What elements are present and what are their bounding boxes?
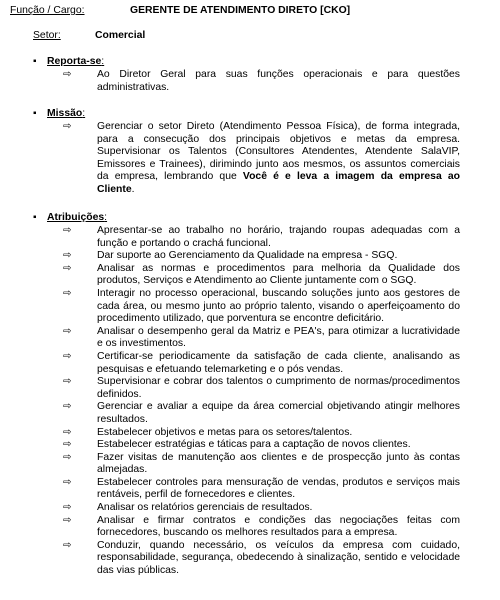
list-item bbox=[0, 540, 460, 578]
mission-end: . bbox=[131, 183, 135, 195]
list-item-text: Supervisionar e cobrar dos talentos o cumprimento de normas/procedimentos definidos. bbox=[97, 376, 460, 400]
arrow-right-icon: ⇨ bbox=[63, 350, 72, 362]
arrow-right-icon: ⇨ bbox=[63, 401, 72, 413]
list-item bbox=[0, 401, 460, 426]
list-item-text: Estabelecer controles para mensuração de vendas, produtos e serviços mais rentáveis, perfil de fornecedores e clientes. bbox=[97, 476, 460, 501]
atribuicoes-items bbox=[0, 225, 500, 578]
arrow-right-icon: ⇨ bbox=[63, 514, 72, 526]
list-item-text: Estabelecer estratégias e táticas para a captação de novos clientes. bbox=[97, 439, 411, 451]
list-item bbox=[0, 121, 460, 197]
reporta-items bbox=[0, 69, 500, 94]
arrow-right-icon: ⇨ bbox=[63, 287, 72, 299]
list-item bbox=[0, 439, 460, 452]
arrow-right-icon: ⇨ bbox=[63, 451, 72, 463]
section-title: Atribuições: bbox=[47, 212, 108, 223]
list-item-text: Ao Diretor Geral para suas funções operacionais e para questões administrativas. bbox=[97, 69, 460, 93]
list-item-text: Fazer visitas de manutenção aos clientes e de prospecção junto às contas almejadas. bbox=[97, 451, 460, 476]
list-item-text: Conduzir, quando necessário, os veículos da empresa com cuidado, responsabilidade, segurança, obedecendo à sinalização, sentido e velocidade das vias públicas. bbox=[97, 539, 460, 577]
arrow-right-icon: ⇨ bbox=[63, 250, 72, 262]
list-item-text: Analisar o desempenho geral da Matriz e PEA's, para otimizar a lucratividade e os investimentos. bbox=[97, 325, 460, 350]
list-item bbox=[0, 376, 460, 401]
arrow-right-icon: ⇨ bbox=[63, 69, 72, 80]
list-item bbox=[0, 427, 460, 440]
section-title: Missão: bbox=[47, 108, 86, 119]
list-item-text: Analisar os relatórios gerenciais de resultados. bbox=[97, 502, 313, 514]
arrow-right-icon: ⇨ bbox=[63, 439, 72, 451]
arrow-right-icon: ⇨ bbox=[63, 262, 72, 274]
arrow-right-icon: ⇨ bbox=[63, 225, 72, 236]
list-item bbox=[0, 515, 460, 540]
arrow-right-icon: ⇨ bbox=[63, 121, 72, 132]
list-item bbox=[0, 452, 460, 477]
list-item-text: Dar suporte ao Gerenciamento da Qualidade na empresa - SGQ. bbox=[97, 250, 398, 262]
mission-highlight: Você é e leva a imagem da empresa ao Cliente bbox=[97, 171, 460, 195]
function-value: GERENTE DE ATENDIMENTO DIRETO [CKO] bbox=[130, 5, 351, 16]
square-bullet-icon: ▪ bbox=[33, 108, 37, 119]
square-bullet-icon: ▪ bbox=[33, 212, 37, 223]
list-item bbox=[0, 326, 460, 351]
arrow-right-icon: ⇨ bbox=[63, 376, 72, 388]
list-item-text: Estabelecer objetivos e metas para os setores/talentos. bbox=[97, 426, 353, 438]
list-item-text: Analisar as normas e procedimentos para melhoria da Qualidade dos produtos, Serviços e Atendimento ao Cliente juntamente com o SGQ. bbox=[97, 262, 460, 287]
list-item bbox=[0, 250, 460, 263]
arrow-right-icon: ⇨ bbox=[63, 325, 72, 337]
arrow-right-icon: ⇨ bbox=[63, 426, 72, 438]
square-bullet-icon: ▪ bbox=[33, 56, 37, 67]
list-item bbox=[0, 502, 460, 515]
list-item bbox=[0, 225, 460, 250]
missao-items bbox=[0, 121, 500, 197]
arrow-right-icon: ⇨ bbox=[63, 539, 72, 551]
arrow-right-icon: ⇨ bbox=[63, 502, 72, 514]
function-label: Função / Cargo: bbox=[10, 5, 85, 16]
list-item bbox=[0, 263, 460, 288]
list-item bbox=[0, 69, 460, 94]
list-item bbox=[0, 351, 460, 376]
list-item-text: Certificar-se periodicamente da satisfação de cada cliente, analisando as pesquisas e efetuando telemarketing e o pós vendas. bbox=[97, 350, 460, 375]
arrow-right-icon: ⇨ bbox=[63, 476, 72, 488]
list-item-text: Interagir no processo operacional, buscando soluções junto aos gestores de cada área, ou mesmo junto ao próprio talento, visando o aperfeiçoamento do procedimento utilizado, que porventura se encontre deficitário. bbox=[97, 287, 460, 325]
list-item bbox=[0, 477, 460, 502]
list-item-text: Gerenciar e avaliar a equipe da área comercial objetivando atingir melhores resultados. bbox=[97, 401, 460, 425]
section-title: Reporta-se: bbox=[47, 56, 105, 67]
list-item-text: Apresentar-se ao trabalho no horário, trajando roupas adequadas com a função e portando o crachá funcional. bbox=[97, 225, 460, 249]
list-item bbox=[0, 288, 460, 326]
list-item-text: Analisar e firmar contratos e condições das negociações feitas com fornecedores, buscando os melhores resultados para a empresa. bbox=[97, 514, 460, 539]
sector-value: Comercial bbox=[95, 30, 146, 41]
mission-text: Gerenciar o setor Direto (Atendimento Pessoa Física), de forma integrada, para a consecução dos principais objetivos e metas da empresa. Supervisionar os Talentos (Consultores Atendentes, Atendente SalaVIP, Emissores e Trainees), dirimindo junto aos mesmos, os assuntos comerciais da empresa, lembrando que bbox=[97, 121, 460, 183]
sector-label: Setor: bbox=[33, 30, 61, 41]
